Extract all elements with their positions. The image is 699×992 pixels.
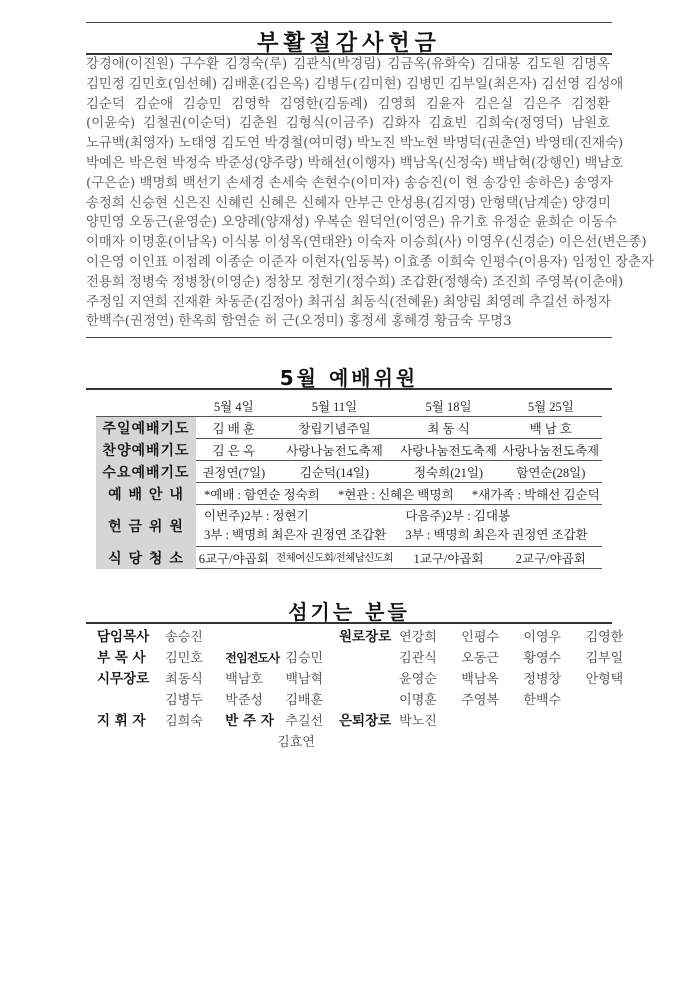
offering-committee-next-week — [397, 505, 602, 547]
this-week-line: 이번주)2부 : 정현기 — [204, 508, 309, 523]
servants-title-rule — [86, 622, 612, 624]
offering-committee-this-week — [196, 505, 397, 547]
donor-line: (구은순) 백명희 백선기 손세경 손세숙 손현수(이미자) 송승진(이 현 송강인 송하은) 송영자 — [86, 175, 613, 191]
schedule-cell: 사랑나눔전도축제 — [500, 439, 602, 461]
servant-name: 백남호 — [225, 672, 263, 687]
schedule-row — [96, 547, 602, 569]
date-cell: 5월 4일 — [196, 395, 272, 417]
servant-name: 김부일 — [585, 651, 624, 666]
servant-row — [339, 711, 623, 732]
servant-name: 안형택 — [585, 672, 624, 687]
usher-entrance: *현관 : 신혜은 백명희 — [337, 487, 454, 502]
schedule-cell: 김 은 옥 — [196, 439, 272, 461]
date-cell: 5월 25일 — [500, 395, 602, 417]
servant-name: 백남혁 — [285, 672, 324, 687]
servant-name: 정병창 — [523, 672, 562, 687]
servant-name: 윤영순 — [399, 672, 437, 687]
date-header-row — [96, 395, 602, 417]
servant-row — [97, 669, 323, 690]
schedule-cell: 최 동 식 — [397, 417, 499, 439]
servant-name: 박준성 — [225, 693, 263, 708]
schedule-cell: 2교구/야곱회 — [500, 547, 602, 569]
servant-row — [339, 690, 623, 711]
offering-bottom-rule — [86, 337, 612, 338]
donor-line: 이매자 이명훈(이남옥) 이식봉 이성옥(연태완) 이숙자 이승희(사) 이영우(신경순) 이은선(변은종) — [86, 235, 647, 251]
donor-line: 강경애(이진원) 구수환 김경숙(루) 김관식(박경림) 김금옥(유화숙) 김대봉 김도원 김명옥 — [86, 57, 610, 72]
date-cell: 5월 18일 — [397, 395, 499, 417]
usher-newcomer: *새가족 : 박해선 김순덕 — [471, 487, 600, 502]
donor-line: 박예은 박은현 박정숙 박준성(양주랑) 박해선(이행자) 백남옥(신정숙) 백남혁(강행인) 백남호 — [86, 155, 624, 171]
donor-line: 송정희 신승현 신은진 신혜린 신혜은 신혜자 안부근 안성용(김지영) 안형택(남계순) 양경미 — [86, 195, 611, 211]
servant-name: 오동근 — [461, 651, 499, 666]
schedule-cell: 권정연(7일) — [196, 461, 272, 483]
offering-title: 부활절감사헌금 — [257, 31, 441, 56]
servant-row — [97, 648, 323, 669]
row-label: 식 당 청 소 — [96, 547, 196, 569]
role-label: 담임목사 — [97, 629, 150, 645]
role-label: 원로장로 — [339, 629, 392, 645]
donor-line: 양민영 오동근(윤영순) 오양례(양재성) 우복순 원덕언(이영은) 유기호 유정순 윤희순 이동수 — [86, 215, 618, 231]
schedule-row — [96, 483, 602, 505]
servant-row — [339, 669, 623, 690]
schedule-cell: 백 남 호 — [500, 417, 602, 439]
schedule-row — [96, 417, 602, 439]
donor-line: (이윤숙) 김철권(이순덕) 김춘원 김형식(이금주) 김화자 김효빈 김희숙(정영덕) 남원호 — [86, 116, 610, 132]
servant-row — [97, 690, 323, 711]
servant-row — [97, 732, 323, 753]
donor-line: 김순덕 김순애 김승민 김영학 김영한(김동례) 김영희 김윤자 김은실 김은주 김정환 — [86, 96, 610, 112]
row-label: 주일예배기도 — [96, 417, 196, 439]
servant-name: 송승진 — [165, 630, 203, 645]
servant-name: 이영우 — [523, 630, 562, 645]
schedule-cell: 사랑나눔전도축제 — [397, 439, 499, 461]
servant-name: 연강희 — [399, 630, 437, 645]
schedule-cell: 사랑나눔전도축제 — [272, 439, 398, 461]
row-label: 찬양예배기도 — [96, 439, 196, 461]
schedule-cell: 6교구/야곱회 — [196, 547, 272, 569]
servant-name: 최동식 — [165, 672, 203, 687]
donor-line: 전용희 정병숙 정병창(이영순) 정창모 정현기(정수희) 조갑환(정행숙) 조진희 주영복(이춘애) — [86, 274, 624, 290]
servant-name: 황영수 — [523, 651, 562, 666]
servant-row — [339, 627, 623, 648]
usher-cell — [196, 483, 602, 505]
top-rule — [86, 22, 612, 23]
row-label: 예 배 안 내 — [96, 483, 196, 505]
servant-name: 주영복 — [461, 693, 499, 708]
role-label: 지 휘 자 — [97, 713, 146, 729]
row-label: 수요예배기도 — [96, 461, 196, 483]
next-week-line: 다음주)2부 : 김대봉 — [405, 508, 511, 523]
donor-line: 김민정 김민호(임선혜) 김배훈(김은옥) 김병두(김미현) 김병민 김부일(최은자) 김선영 김성애 — [86, 76, 624, 92]
servant-row — [339, 648, 623, 669]
row-label: 헌 금 위 원 — [96, 505, 196, 547]
worship-title: 5월 예배위원 — [279, 366, 419, 390]
servant-row — [97, 627, 323, 648]
next-week-line: 3부 : 백명희 최은자 권정연 조갑환 — [405, 527, 588, 542]
schedule-row — [96, 461, 602, 483]
this-week-line: 3부 : 백명희 최은자 권정연 조갑환 — [204, 527, 387, 542]
servants-left — [97, 627, 323, 753]
schedule-cell: 1교구/야곱회 — [397, 547, 499, 569]
schedule-cell: 정숙희(21일) — [397, 461, 499, 483]
role-label: 부 목 사 — [97, 650, 146, 666]
schedule-row — [96, 439, 602, 461]
servant-name: 김민호 — [165, 651, 203, 666]
date-cell: 5월 11일 — [272, 395, 398, 417]
role-label: 은퇴장로 — [339, 713, 392, 729]
donor-line: 노규백(최영자) 노태영 김도연 박경철(여미령) 박노진 박노현 박명덕(권춘연) 박영태(진재숙) — [86, 136, 624, 152]
worship-title-rule — [86, 388, 612, 390]
servant-name: 김병두 — [165, 693, 203, 708]
donor-line: 한백수(권정연) 한옥희 함연순 허 근(오정미) 홍정세 홍혜경 황금숙 무명3 — [86, 314, 512, 330]
schedule-cell: 함연순(28일) — [500, 461, 602, 483]
role-label: 시무장로 — [97, 671, 150, 687]
servants-right — [339, 627, 623, 732]
schedule-cell: 전체여신도회/전체남신도회 — [272, 547, 398, 569]
servant-name: 김승민 — [285, 651, 324, 666]
donor-line: 이은영 이인표 이점례 이종순 이준자 이현자(임동복) 이효종 이희숙 인평수(이용자) 임정인 장춘자 — [86, 254, 654, 270]
usher-service: *예배 : 함연순 정숙희 — [204, 487, 320, 502]
header-blank — [96, 395, 196, 417]
servant-name: 김영한 — [585, 630, 624, 645]
servant-name: 김희숙 — [165, 714, 203, 729]
schedule-cell: 김 배 훈 — [196, 417, 272, 439]
role-label: 반 주 자 — [225, 713, 274, 729]
schedule-cell: 창립기념주일 — [272, 417, 398, 439]
servants-title: 섬기는 분들 — [288, 600, 410, 624]
servant-name: 이명훈 — [399, 693, 437, 708]
role-label: 전임전도사 — [225, 651, 280, 665]
servant-name: 김배훈 — [285, 693, 324, 708]
servant-row — [97, 711, 323, 732]
schedule-cell: 김순덕(14일) — [272, 461, 398, 483]
offering-donor-list — [86, 55, 654, 332]
servant-name: 김효연 — [277, 735, 315, 750]
schedule-row — [96, 505, 602, 547]
donor-line: 주정임 지연희 진재환 차동준(김정아) 최귀심 최동식(전혜윤) 최양림 최영례 추길선 하정자 — [86, 294, 611, 310]
servant-name: 추길선 — [285, 714, 324, 729]
servant-name: 백남옥 — [461, 672, 499, 687]
servant-name: 한백수 — [523, 693, 562, 708]
servant-name: 김관식 — [399, 651, 437, 666]
worship-schedule-table — [96, 395, 602, 569]
servant-name: 인평수 — [461, 630, 499, 645]
servant-name: 박노진 — [399, 714, 437, 729]
